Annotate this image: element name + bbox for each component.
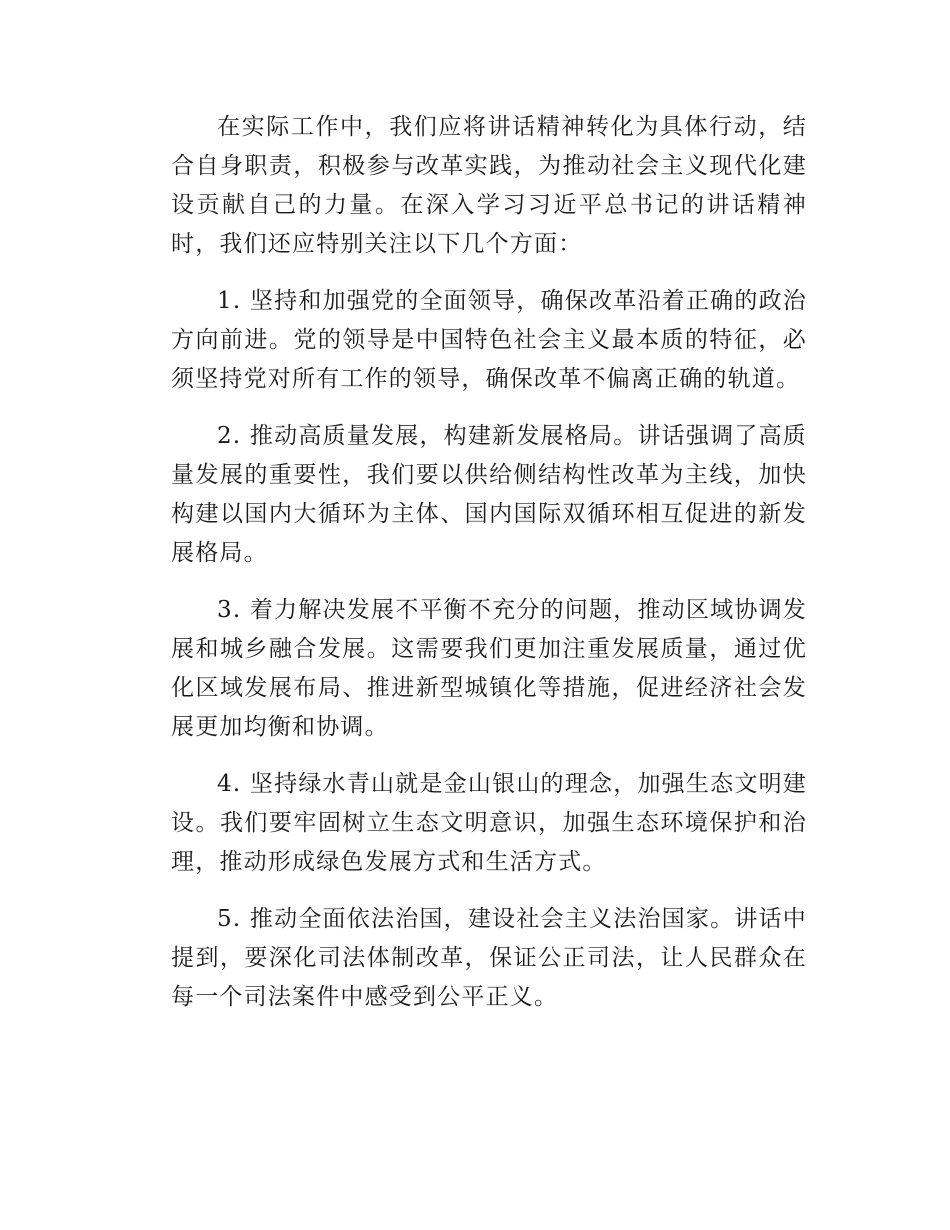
point-5-paragraph: 5. 推动全面依法治国，建设社会主义法治国家。讲话中提到，要深化司法体制改革，保证公正司法，让人民群众在每一个司法案件中感受到公平正义。	[171, 906, 807, 1010]
intro-paragraph: 在实际工作中，我们应将讲话精神转化为具体行动，结合自身职责，积极参与改革实践，为推动社会主义现代化建设贡献自己的力量。在深入学习习近平总书记的讲话精神时，我们还应特别关注以下几个方面：	[171, 114, 807, 257]
point-2-paragraph: 2. 推动高质量发展，构建新发展格局。讲话强调了高质量发展的重要性，我们要以供给侧结构性改革为主线，加快构建以国内大循环为主体、国内国际双循环相互促进的新发展格局。	[171, 423, 807, 566]
point-3-paragraph: 3. 着力解决发展不平衡不充分的问题，推动区域协调发展和城乡融合发展。这需要我们更加注重发展质量，通过优化区域发展布局、推进新型城镇化等措施，促进经济社会发展更加均衡和协调。	[171, 597, 807, 740]
document-body	[171, 108, 807, 1035]
point-1-paragraph: 1. 坚持和加强党的全面领导，确保改革沿着正确的政治方向前进。党的领导是中国特色社会主义最本质的特征，必须坚持党对所有工作的领导，确保改革不偏离正确的轨道。	[171, 288, 807, 392]
point-4-paragraph: 4. 坚持绿水青山就是金山银山的理念，加强生态文明建设。我们要牢固树立生态文明意识，加强生态环境保护和治理，推动形成绿色发展方式和生活方式。	[171, 771, 807, 875]
